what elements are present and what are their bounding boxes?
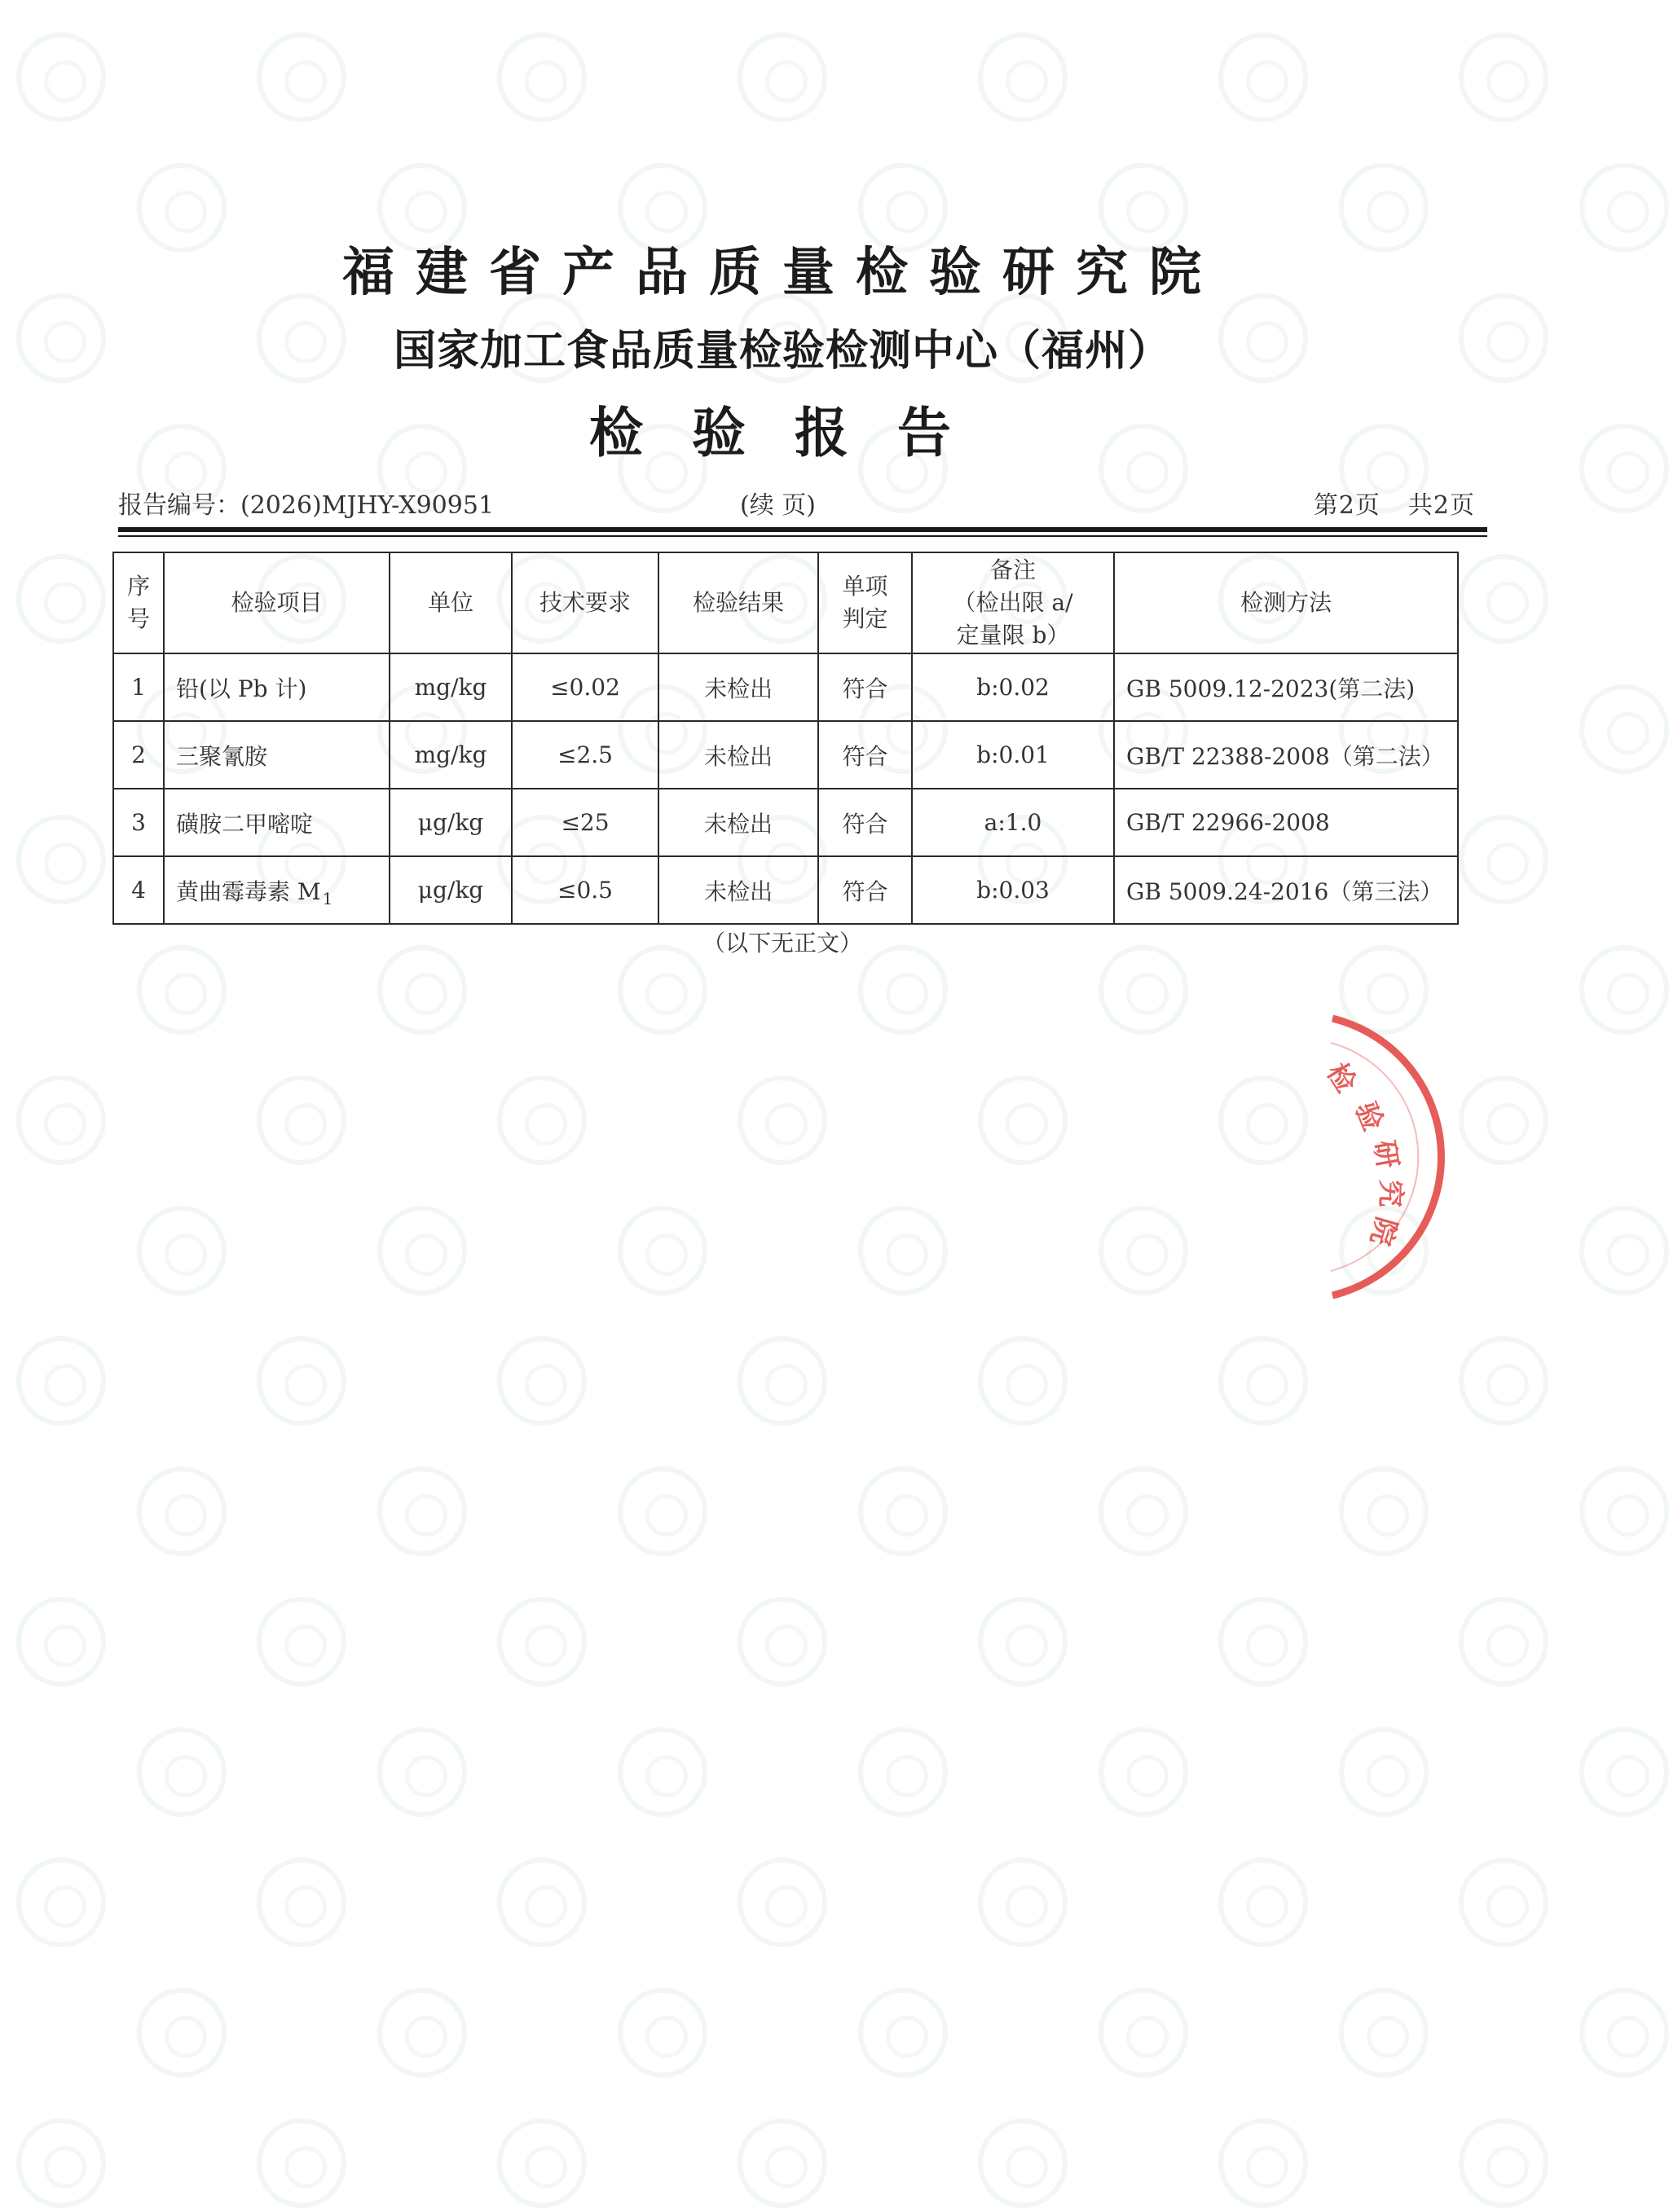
report-number-value: (2026)MJHY-X90951: [240, 491, 495, 520]
cell-method: GB 5009.24-2016（第三法）: [1114, 856, 1458, 924]
watermark-logo: [137, 1467, 227, 1556]
watermark-logo: [137, 1988, 227, 2078]
watermark-logo: [1339, 1467, 1429, 1556]
watermark-logo: [137, 1727, 227, 1817]
watermark-logo: [1218, 33, 1308, 122]
watermark-logo: [858, 1467, 948, 1556]
watermark-logo: [978, 1597, 1068, 1686]
cell-requirement: ≤0.5: [512, 856, 658, 924]
watermark-logo: [1339, 1727, 1429, 1817]
watermark-logo: [16, 1858, 106, 1947]
header-judgement-line: 单项: [842, 573, 888, 600]
watermark-logo: [1579, 1206, 1669, 1295]
header-method: 检测方法: [1114, 552, 1458, 653]
center-name: 国家加工食品质量检验检测中心（福州）: [393, 327, 1171, 376]
watermark-logo: [16, 1075, 106, 1165]
cell-seq: 4: [113, 856, 164, 924]
header-unit: 单位: [390, 552, 512, 653]
institute-name: 福建省产品质量检验研究院: [342, 243, 1222, 303]
watermark-logo: [1579, 945, 1669, 1035]
watermark-logo: [618, 1988, 707, 2078]
watermark-logo: [1579, 684, 1669, 774]
watermark-logo: [377, 1988, 467, 2078]
cell-item: [164, 856, 390, 924]
header-remark-line: 备注: [989, 556, 1036, 583]
watermark-logo: [257, 2118, 346, 2208]
watermark-logo: [497, 1075, 587, 1165]
cell-result: 未检出: [658, 789, 818, 856]
cell-result: 未检出: [658, 653, 818, 721]
header-seq: [113, 552, 164, 653]
watermark-logo: [257, 1597, 346, 1686]
cell-item: [164, 721, 390, 789]
watermark-logo: [16, 2118, 106, 2208]
watermark-logo: [137, 1206, 227, 1295]
cell-remark: b:0.02: [912, 653, 1114, 721]
header-seq-line: 号: [126, 605, 150, 632]
watermark-logo: [618, 945, 707, 1035]
cell-item-text: 铅(以 Pb 计): [176, 675, 307, 702]
watermark-logo: [978, 1075, 1068, 1165]
cell-item-text: 三聚氰胺: [176, 742, 268, 770]
page-total: 共2页: [1407, 491, 1475, 520]
report-title: 检验报告: [589, 402, 1000, 464]
watermark-logo: [1218, 1597, 1308, 1686]
cell-item-text: 黄曲霉毒素 M: [176, 877, 321, 905]
watermark-logo: [1459, 1075, 1548, 1165]
cell-item-subscript: 1: [322, 888, 333, 908]
watermark-logo: [1459, 1336, 1548, 1426]
watermark-logo: [16, 815, 106, 904]
cell-result: 未检出: [658, 721, 818, 789]
watermark-logo: [1099, 1206, 1188, 1295]
svg-text:验: 验: [1348, 1097, 1389, 1136]
watermark-logo: [1218, 1336, 1308, 1426]
watermark-logo: [497, 1858, 587, 1947]
watermark-logo: [858, 1988, 948, 2078]
official-seal: [1319, 1010, 1455, 1304]
watermark-logo: [1459, 815, 1548, 904]
cell-judgement: 符合: [818, 856, 912, 924]
svg-text:研: 研: [1367, 1137, 1404, 1172]
cell-method: GB/T 22966-2008: [1114, 789, 1458, 856]
cell-requirement: ≤25: [512, 789, 658, 856]
cell-judgement: 符合: [818, 721, 912, 789]
table-row: [113, 721, 1458, 789]
watermark-logo: [618, 1727, 707, 1817]
watermark-logo: [1339, 1988, 1429, 2078]
watermark-logo: [1579, 163, 1669, 253]
cell-requirement: ≤0.02: [512, 653, 658, 721]
svg-text:院: 院: [1363, 1213, 1403, 1250]
watermark-logo: [738, 33, 827, 122]
watermark-logo: [257, 1075, 346, 1165]
watermark-logo: [618, 1467, 707, 1556]
watermark-logo: [1099, 1988, 1188, 2078]
watermark-logo: [738, 1336, 827, 1426]
table-row: [113, 653, 1458, 721]
report-number: [118, 485, 494, 521]
cell-seq: 1: [113, 653, 164, 721]
results-table: [112, 552, 1459, 925]
watermark-logo: [497, 1597, 587, 1686]
page-indicator: [1314, 485, 1475, 521]
watermark-logo: [738, 1075, 827, 1165]
watermark-logo: [1099, 1467, 1188, 1556]
watermark-logo: [137, 945, 227, 1035]
watermark-logo: [978, 1858, 1068, 1947]
watermark-logo: [1459, 2118, 1548, 2208]
watermark-logo: [16, 33, 106, 122]
cell-remark: b:0.03: [912, 856, 1114, 924]
watermark-logo: [1099, 1727, 1188, 1817]
cell-seq: 2: [113, 721, 164, 789]
cell-remark: a:1.0: [912, 789, 1114, 856]
watermark-logo: [1459, 1858, 1548, 1947]
header-remark: [912, 552, 1114, 653]
watermark-logo: [738, 1597, 827, 1686]
watermark-logo: [1218, 1858, 1308, 1947]
watermark-logo: [1099, 945, 1188, 1035]
watermark-logo: [257, 33, 346, 122]
table-row: [113, 856, 1458, 924]
watermark-logo: [738, 2118, 827, 2208]
cell-judgement: 符合: [818, 653, 912, 721]
watermark-logo: [1459, 554, 1548, 644]
watermark-logo: [16, 1336, 106, 1426]
watermark-logo: [1579, 1988, 1669, 2078]
watermark-logo: [1459, 1597, 1548, 1686]
header-result: 检验结果: [658, 552, 818, 653]
watermark-logo: [497, 2118, 587, 2208]
cell-unit: mg/kg: [390, 653, 512, 721]
watermark-logo: [257, 1858, 346, 1947]
watermark-logo: [16, 554, 106, 644]
cell-remark: b:0.01: [912, 721, 1114, 789]
watermark-logo: [1579, 424, 1669, 513]
end-of-text-note: （以下无正文）: [702, 930, 862, 956]
cell-judgement: 符合: [818, 789, 912, 856]
watermark-logo: [377, 945, 467, 1035]
continuation-label: (续 页): [740, 491, 816, 520]
watermark-logo: [858, 945, 948, 1035]
header-item: 检验项目: [164, 552, 390, 653]
cell-requirement: ≤2.5: [512, 721, 658, 789]
cell-item: [164, 653, 390, 721]
watermark-logo: [618, 1206, 707, 1295]
watermark-logo: [978, 33, 1068, 122]
watermark-logo: [16, 1597, 106, 1686]
watermark-logo: [978, 2118, 1068, 2208]
cell-result: 未检出: [658, 856, 818, 924]
table-row: [113, 789, 1458, 856]
header-judgement: [818, 552, 912, 653]
watermark-logo: [497, 33, 587, 122]
watermark-logo: [1218, 1075, 1308, 1165]
cell-method: GB 5009.12-2023(第二法): [1114, 653, 1458, 721]
watermark-logo: [1459, 33, 1548, 122]
watermark-logo: [377, 1206, 467, 1295]
header-seq-line: 序: [126, 573, 150, 600]
header-remark-line: 定量限 b）: [956, 622, 1070, 649]
cell-method: GB/T 22388-2008（第二法）: [1114, 721, 1458, 789]
watermark-logo: [1579, 1467, 1669, 1556]
watermark-logo: [257, 1336, 346, 1426]
header-rule-thick: [118, 527, 1487, 532]
cell-item: [164, 789, 390, 856]
cell-item-text: 磺胺二甲嘧啶: [176, 810, 314, 838]
cell-unit: mg/kg: [390, 721, 512, 789]
watermark-logo: [978, 1336, 1068, 1426]
watermark-logo: [858, 1727, 948, 1817]
watermark-logo: [738, 1858, 827, 1947]
svg-text:究: 究: [1373, 1179, 1407, 1208]
header-remark-line: （检出限 a/: [953, 589, 1073, 616]
watermark-logo: [1218, 2118, 1308, 2208]
svg-text:检: 检: [1319, 1058, 1363, 1099]
header-requirement: 技术要求: [512, 552, 658, 653]
header-judgement-line: 判定: [842, 605, 888, 632]
watermark-logo: [377, 1467, 467, 1556]
cell-unit: μg/kg: [390, 856, 512, 924]
cell-seq: 3: [113, 789, 164, 856]
watermark-logo: [497, 1336, 587, 1426]
header-rule-thin: [118, 535, 1487, 537]
watermark-logo: [377, 1727, 467, 1817]
report-number-label: 报告编号：: [118, 491, 240, 520]
watermark-logo: [858, 1206, 948, 1295]
watermark-logo: [1579, 1727, 1669, 1817]
cell-unit: μg/kg: [390, 789, 512, 856]
table-header-row: [113, 552, 1458, 653]
page-current: 第2页: [1313, 491, 1381, 520]
